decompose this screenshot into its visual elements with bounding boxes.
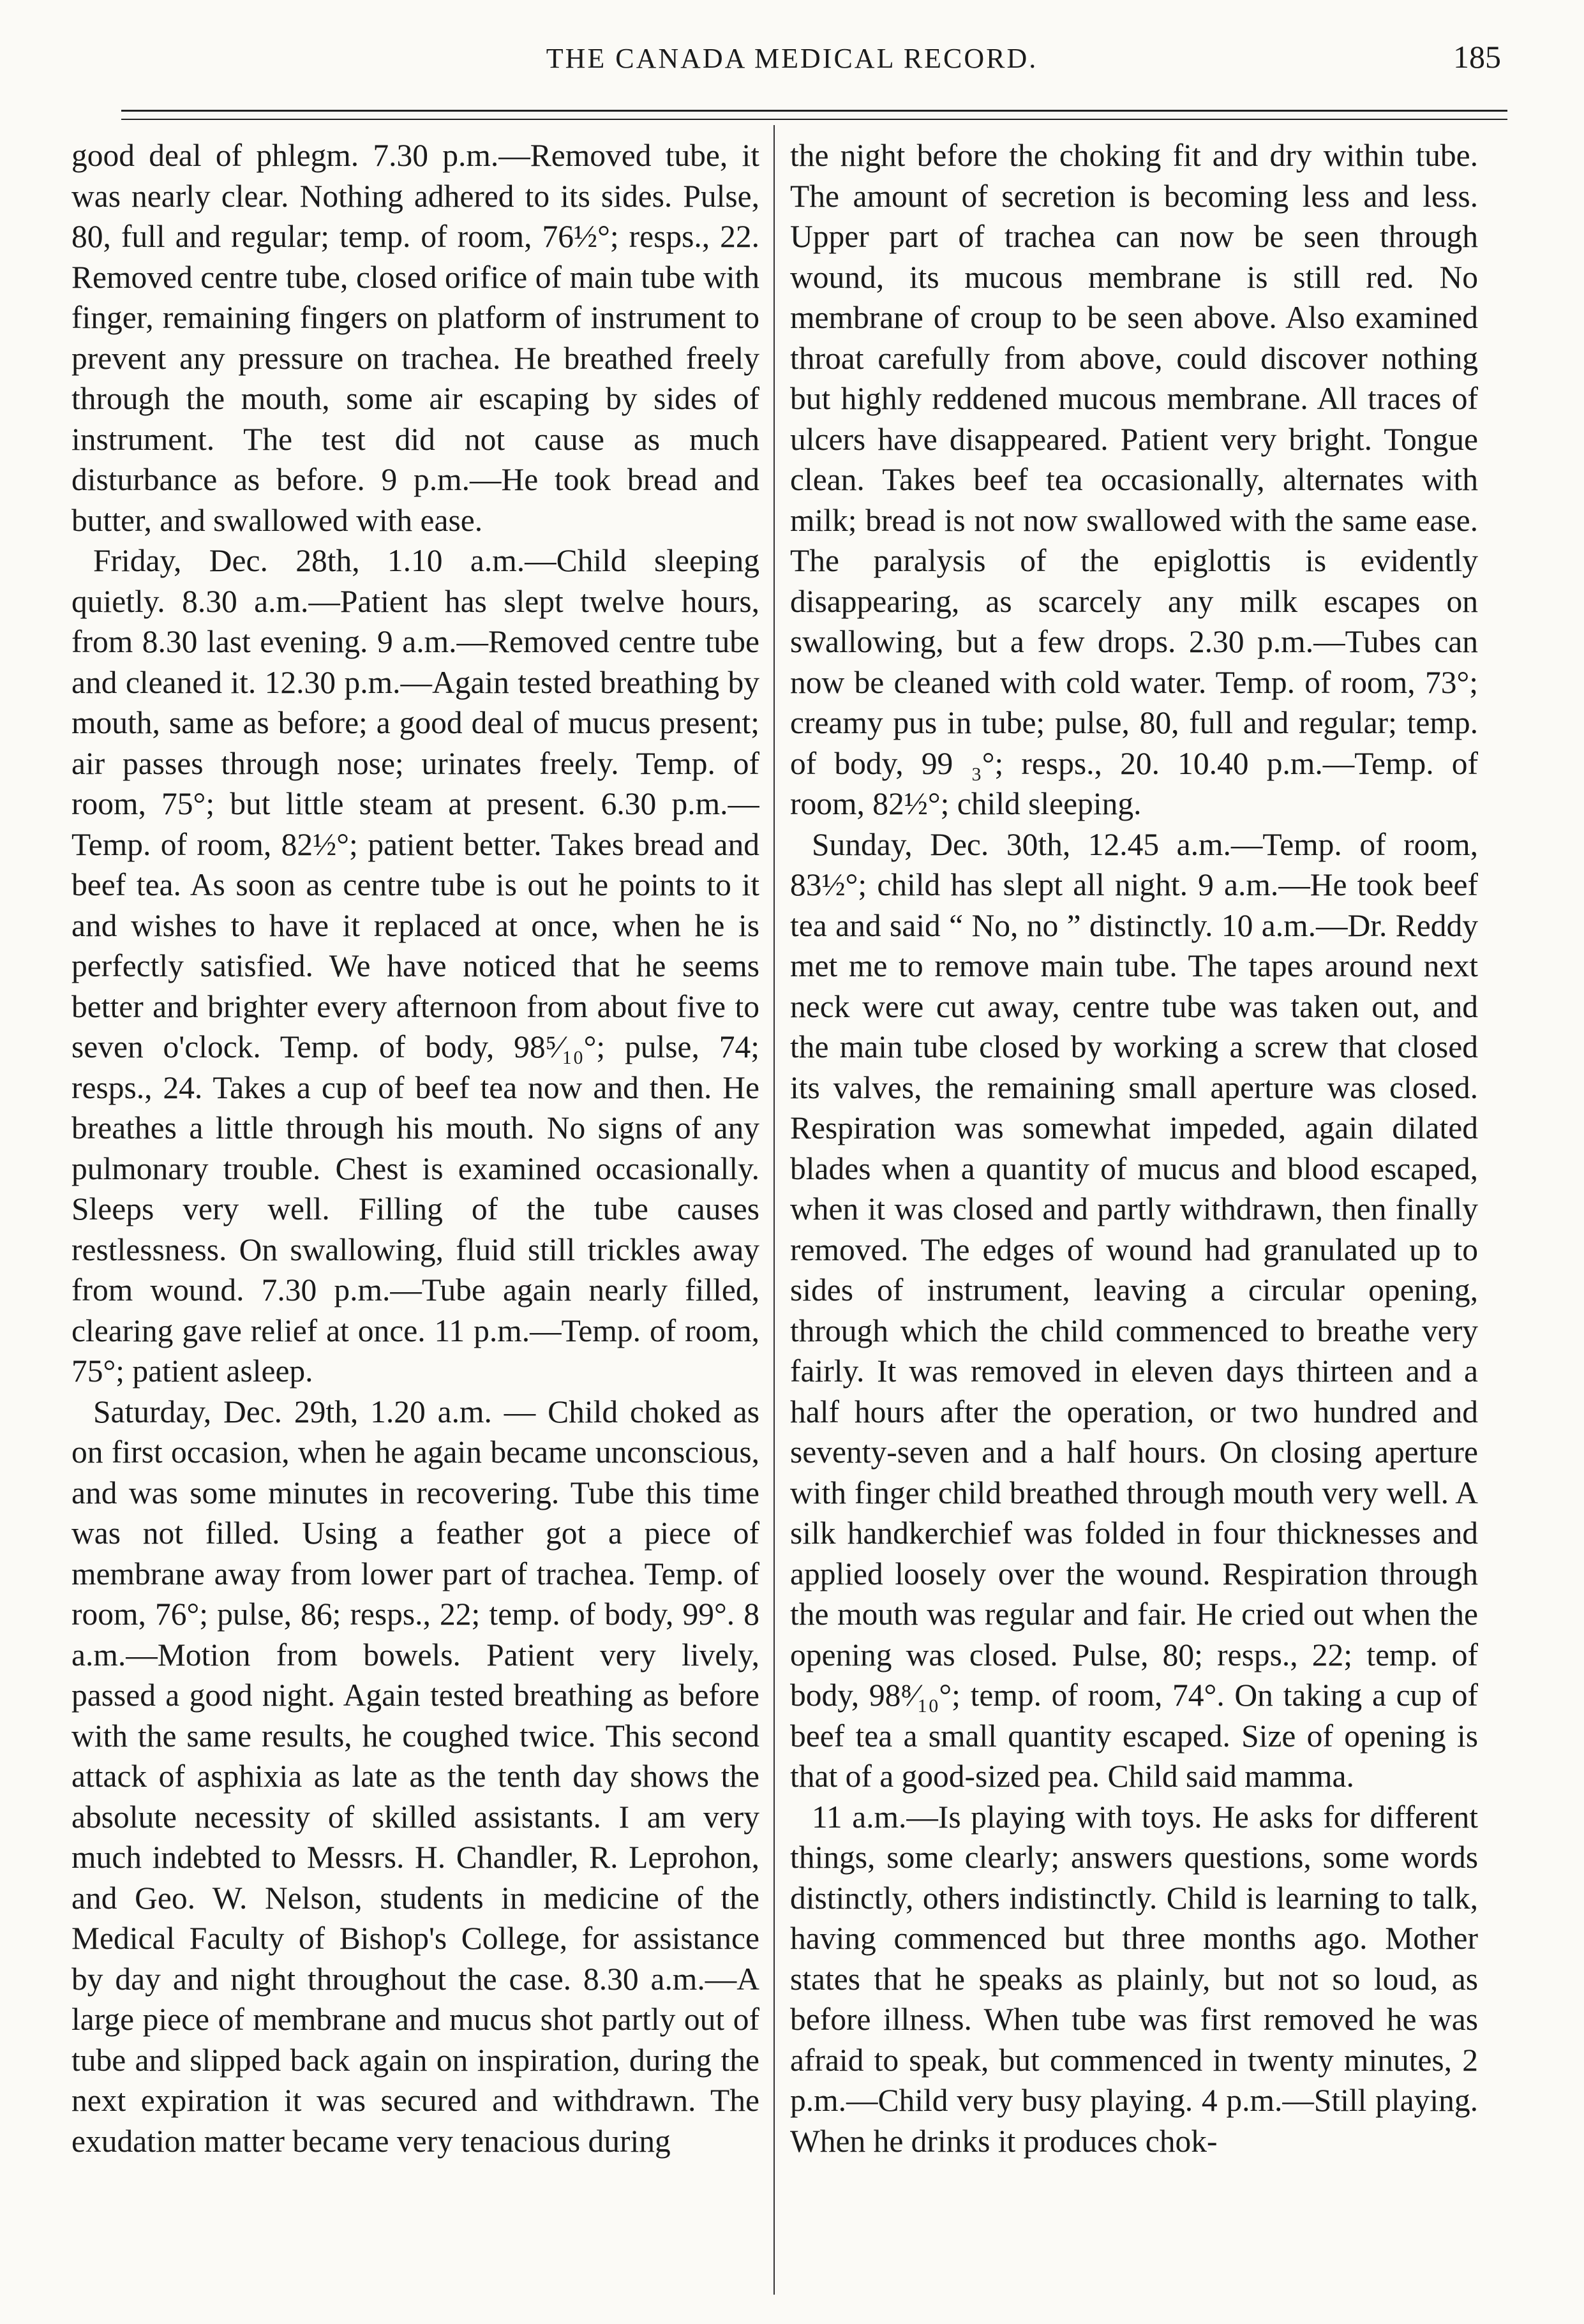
header-rule-top [121,110,1507,112]
paragraph: Sunday, Dec. 30th, 12.45 a.m.—Temp. of room, 83½°; child has slept all night. 9 a.m.—He took beef tea and said “ No, no ” distinctly. 10 a.m.—Dr. Reddy met me to remove main tube. The tapes around next neck were cut away, centre tube was taken out, and the main tube closed by working a screw that closed its valves, the remaining small aperture was closed. Respiration was somewhat impeded, again dilated blades when a quantity of mucus and blood escaped, when it was closed and partly withdrawn, then finally removed. The edges of wound had granulated up to sides of instrument, leaving a circular opening, through which the child commenced to breathe very fairly. It was removed in eleven days thirteen and a half hours after the operation, or two hundred and seventy-seven and a half hours. On closing aperture with finger child breathed through mouth very well. A silk handkerchief was folded in four thicknesses and applied loosely over the wound. Respiration through the mouth was regular and fair. He cried out when the opening was closed. Pulse, 80; resps., 22; temp. of body, 98⁸⁄₁₀°; temp. of room, 74°. On taking a cup of beef tea a small quantity escaped. Size of opening is that of a good-sized pea. Child said mamma. [790,826,1478,1794]
running-title: THE CANADA MEDICAL RECORD. [546,43,1038,74]
page-header [77,31,1507,94]
paragraph: Saturday, Dec. 29th, 1.20 a.m. — Child choked as on first occasion, when he again became unconscious, and was some minutes in recovering. Tube this time was not filled. Using a feather got a piece of membrane away from lower part of trachea. Temp. of room, 76°; pulse, 86; resps., 22; temp. of body, 99°. 8 a.m.—Motion from bowels. Patient very lively, passed a good night. Again tested breathing as before with the same results, he coughed twice. This second attack of asphixia as late as the tenth day shows the absolute necessity of skilled assistants. I am very much indebted to Messrs. H. Chandler, R. Leprohon, and Geo. W. Nelson, students in medicine of the Medical Faculty of Bishop's College, for assistance by day and night throughout the case. 8.30 a.m.—A large piece of membrane and mucus shot partly out of tube and slipped back again on inspiration, during the next expiration it was secured and withdrawn. The exudation matter became very tenacious during [71,1394,759,2159]
paragraph: good deal of phlegm. 7.30 p.m.—Removed tube, it was nearly clear. Nothing adhered to its sides. Pulse, 80, full and regular; temp. of room, 76½°; resps., 22. Removed centre tube, closed orifice of main tube with finger, remaining fingers on platform of instrument to prevent any pressure on trachea. He breathed freely through the mouth, some air escaping by sides of instrument. The test did not cause as much disturbance as before. 9 p.m.—He took bread and butter, and swallowed with ease. [71,138,759,538]
paragraph: 11 a.m.—Is playing with toys. He asks for different things, some clearly; answers questions, some words distinctly, others indistinctly. Child is learning to talk, having commenced but three months ago. Mother states that he speaks as plainly, but not so loud, as before illness. When tube was first removed he was afraid to speak, but commenced in twenty minutes, 2 p.m.—Child very busy playing. 4 p.m.—Still playing. When he drinks it produces chok- [790,1799,1478,2159]
page-number: 185 [1453,39,1501,75]
column-divider [773,125,775,2295]
right-column [790,135,1478,2298]
paragraph: the night before the choking fit and dry within tube. The amount of secretion is becoming less and less. Upper part of trachea can now be seen through wound, its mucous membrane is still red. No membrane of croup to be seen above. Also examined throat carefully from above, could discover nothing but highly reddened mucous membrane. All traces of ulcers have disappeared. Patient very bright. Tongue clean. Takes beef tea occasionally, alternates with milk; bread is not now swallowed with the same ease. The paralysis of the epiglottis is evidently disappearing, as scarcely any milk escapes on swallowing, but a few drops. 2.30 p.m.—Tubes can now be cleaned with cold water. Temp. of room, 73°; creamy pus in tube; pulse, 80, full and regular; temp. of body, 99 ₃°; resps., 20. 10.40 p.m.—Temp. of room, 82½°; child sleeping. [790,138,1478,821]
left-column [71,135,759,2298]
paragraph: Friday, Dec. 28th, 1.10 a.m.—Child sleeping quietly. 8.30 a.m.—Patient has slept twelve hours, from 8.30 last evening. 9 a.m.—Removed centre tube and cleaned it. 12.30 p.m.—Again tested breathing by mouth, same as before; a good deal of mucus present; air passes through nose; urinates freely. Temp. of room, 75°; but little steam at present. 6.30 p.m.—Temp. of room, 82½°; patient better. Takes bread and beef tea. As soon as centre tube is out he points to it and wishes to have it replaced at once, when he is perfectly satisfied. We have noticed that he seems better and brighter every afternoon from about five to seven o'clock. Temp. of body, 98⁵⁄₁₀°; pulse, 74; resps., 24. Takes a cup of beef tea now and then. He breathes a little through his mouth. No signs of any pulmonary trouble. Chest is examined occasionally. Sleeps very well. Filling of the tube causes restlessness. On swallowing, fluid still trickles away from wound. 7.30 p.m.—Tube again nearly filled, clearing gave relief at once. 11 p.m.—Temp. of room, 75°; patient asleep. [71,543,759,1389]
header-rule-bottom [121,119,1507,120]
